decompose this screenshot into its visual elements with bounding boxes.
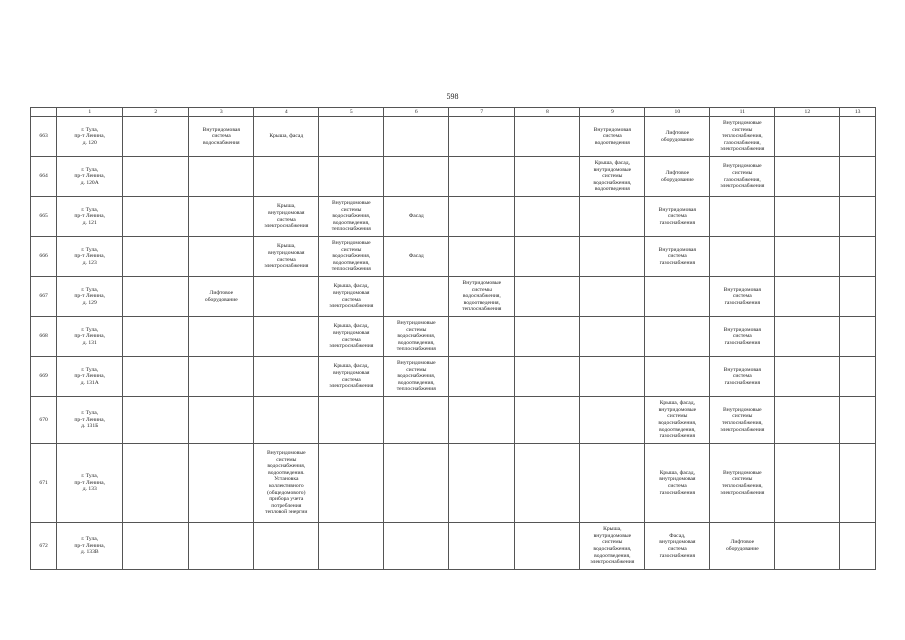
work-type-cell (580, 277, 645, 317)
work-type-cell: Внутридомовые системы водоснабжения, водоотведения, теплоснабжения (449, 277, 515, 317)
work-type-cell (840, 357, 876, 397)
work-type-cell (645, 277, 710, 317)
table-row (31, 277, 876, 317)
work-type-cell: Лифтовое оборудование (645, 157, 710, 197)
table-row (31, 157, 876, 197)
address-cell: г. Тула, пр-т Ленина, д. 129 (57, 277, 123, 317)
work-type-cell (449, 357, 515, 397)
work-type-cell (189, 523, 254, 570)
header-cell: 10 (645, 108, 710, 117)
work-type-cell: Внутридомовые системы водоснабжения, водоотведения, теплоснабжения (319, 237, 384, 277)
work-type-cell: Внутридомовая система газоснабжения (645, 197, 710, 237)
work-type-cell (515, 357, 580, 397)
table-row (31, 317, 876, 357)
work-type-cell (319, 523, 384, 570)
work-type-cell (710, 197, 775, 237)
work-type-cell (189, 357, 254, 397)
row-number-cell: 665 (31, 197, 57, 237)
row-number-cell: 672 (31, 523, 57, 570)
work-type-cell: Внутридомовая система водоотведения (580, 117, 645, 157)
row-number-cell: 671 (31, 444, 57, 523)
header-cell: 7 (449, 108, 515, 117)
work-type-cell: Внутридомовые системы водоснабжения, водоотведения, теплоснабжения (384, 317, 449, 357)
header-cell: 12 (775, 108, 840, 117)
work-type-cell (515, 117, 580, 157)
work-type-cell (449, 397, 515, 444)
work-type-cell: Лифтовое оборудование (645, 117, 710, 157)
work-type-cell (384, 397, 449, 444)
work-type-cell (449, 237, 515, 277)
row-number-cell: 664 (31, 157, 57, 197)
work-type-cell (189, 397, 254, 444)
work-type-cell: Внутридомовые системы водоснабжения, водоотведения. Установка коллективного (общедомового) прибора учета потребления тепловой энергии (254, 444, 319, 523)
work-type-cell (254, 357, 319, 397)
address-cell: г. Тула, пр-т Ленина, д. 133В (57, 523, 123, 570)
work-type-cell: Внутридомовые системы газоснабжения, электроснабжения (710, 157, 775, 197)
work-type-cell (254, 157, 319, 197)
address-cell: г. Тула, пр-т Ленина, д. 120А (57, 157, 123, 197)
work-type-cell (189, 157, 254, 197)
work-type-cell: Лифтовое оборудование (189, 277, 254, 317)
work-type-cell: Внутридомовая система водоснабжения (189, 117, 254, 157)
work-type-cell (123, 117, 189, 157)
row-number-cell: 663 (31, 117, 57, 157)
work-type-cell (123, 523, 189, 570)
work-type-cell (775, 237, 840, 277)
work-type-cell (189, 317, 254, 357)
work-type-cell (384, 277, 449, 317)
work-type-cell (775, 357, 840, 397)
work-type-cell (254, 277, 319, 317)
work-type-cell (775, 397, 840, 444)
work-type-cell (123, 444, 189, 523)
work-type-cell (449, 523, 515, 570)
work-type-cell (384, 523, 449, 570)
work-type-cell: Внутридомовая система газоснабжения (710, 357, 775, 397)
address-cell: г. Тула, пр-т Ленина, д. 121 (57, 197, 123, 237)
work-type-cell: Внутридомовые системы теплоснабжения, газоснабжения, электроснабжения (710, 117, 775, 157)
work-type-cell (840, 197, 876, 237)
work-type-cell: Внутридомовые системы теплоснабжения, электроснабжения (710, 444, 775, 523)
work-type-cell: Внутридомовые системы водоснабжения, водоотведения, теплоснабжения (319, 197, 384, 237)
work-type-cell (254, 397, 319, 444)
work-type-cell (515, 197, 580, 237)
work-type-cell (840, 444, 876, 523)
work-type-cell (319, 117, 384, 157)
header-cell: 9 (580, 108, 645, 117)
work-type-cell: Крыша, внутридомовые системы водоснабжения, водоотведения, электроснабжения (580, 523, 645, 570)
table-row (31, 444, 876, 523)
work-type-cell (449, 197, 515, 237)
work-type-cell: Фасад, внутридомовая система газоснабжения (645, 523, 710, 570)
work-type-cell (515, 317, 580, 357)
work-type-cell: Крыша, внутридомовая система электроснабжения (254, 237, 319, 277)
work-type-cell (123, 237, 189, 277)
header-cell: 8 (515, 108, 580, 117)
work-type-cell (580, 237, 645, 277)
address-cell: г. Тула, пр-т Ленина, д. 131 (57, 317, 123, 357)
header-cell: 1 (57, 108, 123, 117)
work-type-cell (449, 157, 515, 197)
header-cell: 2 (123, 108, 189, 117)
work-type-cell (840, 117, 876, 157)
table-row (31, 237, 876, 277)
table-row (31, 523, 876, 570)
work-type-cell: Фасад (384, 237, 449, 277)
table-row (31, 357, 876, 397)
work-type-cell (449, 117, 515, 157)
address-cell: г. Тула, пр-т Ленина, д. 131А (57, 357, 123, 397)
work-type-cell: Внутридомовая система газоснабжения (710, 277, 775, 317)
work-type-cell (775, 117, 840, 157)
work-type-cell (775, 317, 840, 357)
work-type-cell (580, 397, 645, 444)
work-type-cell (384, 444, 449, 523)
work-type-cell (580, 444, 645, 523)
work-type-cell: Внутридомовая система газоснабжения (710, 317, 775, 357)
table-body (31, 108, 876, 570)
work-type-cell (515, 277, 580, 317)
work-type-cell (710, 237, 775, 277)
work-type-cell (254, 523, 319, 570)
work-type-cell (775, 523, 840, 570)
address-cell: г. Тула, пр-т Ленина, д. 120 (57, 117, 123, 157)
work-type-cell (189, 444, 254, 523)
work-type-cell (645, 317, 710, 357)
work-type-cell (384, 157, 449, 197)
header-cell: 6 (384, 108, 449, 117)
work-type-cell (840, 157, 876, 197)
address-cell: г. Тула, пр-т Ленина, д. 133 (57, 444, 123, 523)
work-type-cell (515, 523, 580, 570)
work-type-cell (449, 444, 515, 523)
header-cell: 3 (189, 108, 254, 117)
table-row (31, 197, 876, 237)
work-type-cell (775, 157, 840, 197)
work-type-cell: Крыша, фасад, внутридомовые системы водоснабжения, водоотведения, газоснабжения (645, 397, 710, 444)
work-type-cell (840, 523, 876, 570)
work-type-cell (189, 237, 254, 277)
work-type-cell (775, 277, 840, 317)
work-type-cell (189, 197, 254, 237)
repair-schedule-table (30, 107, 876, 570)
work-type-cell (123, 397, 189, 444)
row-number-cell: 668 (31, 317, 57, 357)
work-type-cell: Крыша, фасад, внутридомовая система электроснабжения (319, 317, 384, 357)
row-number-cell: 670 (31, 397, 57, 444)
work-type-cell (123, 317, 189, 357)
header-cell: 5 (319, 108, 384, 117)
work-type-cell (840, 317, 876, 357)
work-type-cell (515, 397, 580, 444)
work-type-cell (384, 117, 449, 157)
work-type-cell: Крыша, фасад, внутридомовая система газоснабжения (645, 444, 710, 523)
work-type-cell (123, 357, 189, 397)
work-type-cell: Лифтовое оборудование (710, 523, 775, 570)
row-number-cell: 669 (31, 357, 57, 397)
work-type-cell: Крыша, фасад, внутридомовая система электроснабжения (319, 277, 384, 317)
work-type-cell (515, 157, 580, 197)
work-type-cell: Внутридомовая система газоснабжения (645, 237, 710, 277)
work-type-cell (515, 444, 580, 523)
work-type-cell: Крыша, фасад, внутридомовые системы водоснабжения, водоотведения (580, 157, 645, 197)
work-type-cell (580, 197, 645, 237)
work-type-cell: Крыша, фасад (254, 117, 319, 157)
work-type-cell (775, 444, 840, 523)
work-type-cell (123, 157, 189, 197)
address-cell: г. Тула, пр-т Ленина, д. 123 (57, 237, 123, 277)
work-type-cell (449, 317, 515, 357)
address-cell: г. Тула, пр-т Ленина, д. 131Б (57, 397, 123, 444)
work-type-cell (840, 277, 876, 317)
work-type-cell (319, 444, 384, 523)
table-row (31, 117, 876, 157)
header-cell: 11 (710, 108, 775, 117)
work-type-cell: Фасад (384, 197, 449, 237)
table-row (31, 397, 876, 444)
row-number-cell: 667 (31, 277, 57, 317)
work-type-cell (580, 357, 645, 397)
work-type-cell: Крыша, внутридомовая система электроснабжения (254, 197, 319, 237)
work-type-cell (840, 237, 876, 277)
work-type-cell (319, 397, 384, 444)
work-type-cell (840, 397, 876, 444)
work-type-cell (645, 357, 710, 397)
work-type-cell: Внутридомовые системы теплоснабжения, электроснабжения (710, 397, 775, 444)
header-cell-empty (31, 108, 57, 117)
header-cell: 13 (840, 108, 876, 117)
work-type-cell (319, 157, 384, 197)
work-type-cell (515, 237, 580, 277)
work-type-cell (123, 197, 189, 237)
work-type-cell (123, 277, 189, 317)
header-cell: 4 (254, 108, 319, 117)
work-type-cell (775, 197, 840, 237)
work-type-cell (254, 317, 319, 357)
column-number-row (31, 108, 876, 117)
work-type-cell (580, 317, 645, 357)
row-number-cell: 666 (31, 237, 57, 277)
page-number: 598 (446, 92, 459, 101)
work-type-cell: Внутридомовые системы водоснабжения, водоотведения, теплоснабжения (384, 357, 449, 397)
work-type-cell: Крыша, фасад, внутридомовая система электроснабжения (319, 357, 384, 397)
